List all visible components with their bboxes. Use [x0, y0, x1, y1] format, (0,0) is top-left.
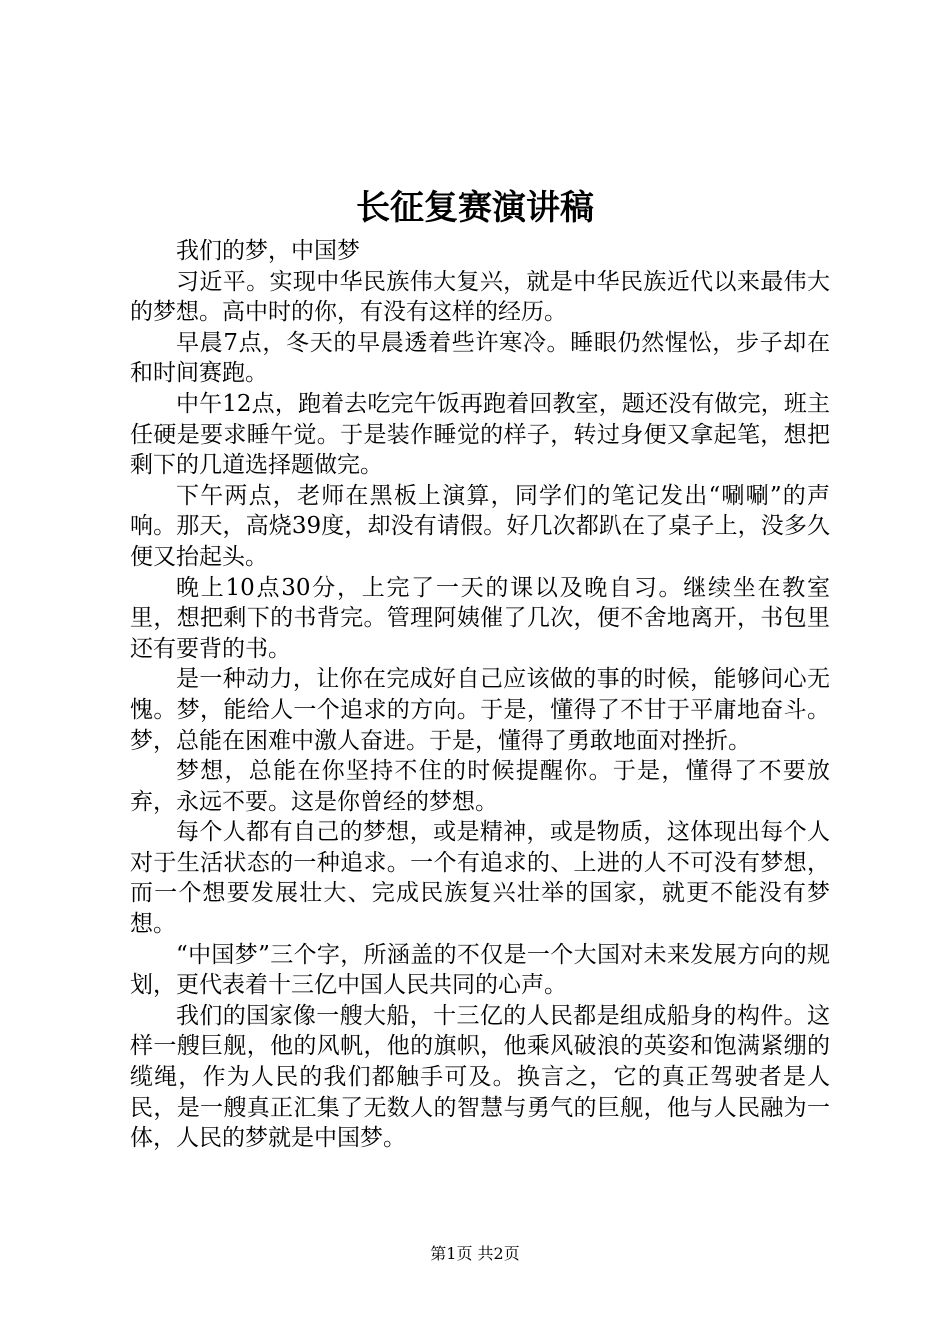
paragraph: “中国梦”三个字，所涵盖的不仅是一个大国对未来发展方向的规划，更代表着十三亿中国人民共同的心声。 — [130, 941, 830, 999]
paragraph: 是一种动力，让你在完成好自己应该做的事的时候，能够问心无愧。梦，能给人一个追求的方向。于是，懂得了不甘于平庸地奋斗。梦，总能在困难中激人奋进。于是，懂得了勇敢地面对挫折。 — [130, 666, 830, 754]
paragraph: 我们的梦，中国梦 — [176, 238, 360, 264]
page-number-footer: 第1页 共2页 — [430, 1244, 520, 1263]
document-title: 长征复赛演讲稿 — [356, 188, 594, 228]
paragraph: 下午两点，老师在黑板上演算，同学们的笔记发出“唰唰”的声响。那天，高烧39度，却没有请假。好几次都趴在了桌子上，没多久便又抬起头。 — [130, 482, 830, 570]
paragraph: 中午12点，跑着去吃完午饭再跑着回教室，题还没有做完，班主任硬是要求睡午觉。于是装作睡觉的样子，转过身便又拿起笔，想把剩下的几道选择题做完。 — [130, 390, 830, 479]
paragraph: 梦想，总能在你坚持不住的时候提醒你。于是，懂得了不要放弃，永远不要。这是你曾经的梦想。 — [130, 758, 830, 815]
paragraph: 我们的国家像一艘大船，十三亿的人民都是组成船身的构件。这样一艘巨舰，他的风帆，他的旗帜，他乘风破浪的英姿和饱满紧绷的缆绳，作为人民的我们都触手可及。换言之，它的真正驾驶者是人民，是一艘真正汇集了无数人的智慧与勇气的巨舰，他与人民融为一体，人民的梦就是中国梦。 — [130, 1002, 830, 1152]
paragraph: 晚上10点30分，上完了一天的课以及晚自习。继续坐在教室里，想把剩下的书背完。管理阿姨催了几次，便不舍地离开，书包里还有要背的书。 — [130, 574, 830, 662]
paragraph: 习近平。实现中华民族伟大复兴，就是中华民族近代以来最伟大的梦想。高中时的你，有没有这样的经历。 — [130, 268, 830, 326]
paragraph: 早晨7点，冬天的早晨透着些许寒冷。睡眼仍然惺忪，步子却在和时间赛跑。 — [130, 329, 830, 387]
paragraph: 每个人都有自己的梦想，或是精神，或是物质，这体现出每个人对于生活状态的一种追求。一个有追求的、上进的人不可没有梦想，而一个想要发展壮大、完成民族复兴壮举的国家，就更不能没有梦想。 — [130, 819, 830, 938]
document-body — [130, 236, 830, 1154]
